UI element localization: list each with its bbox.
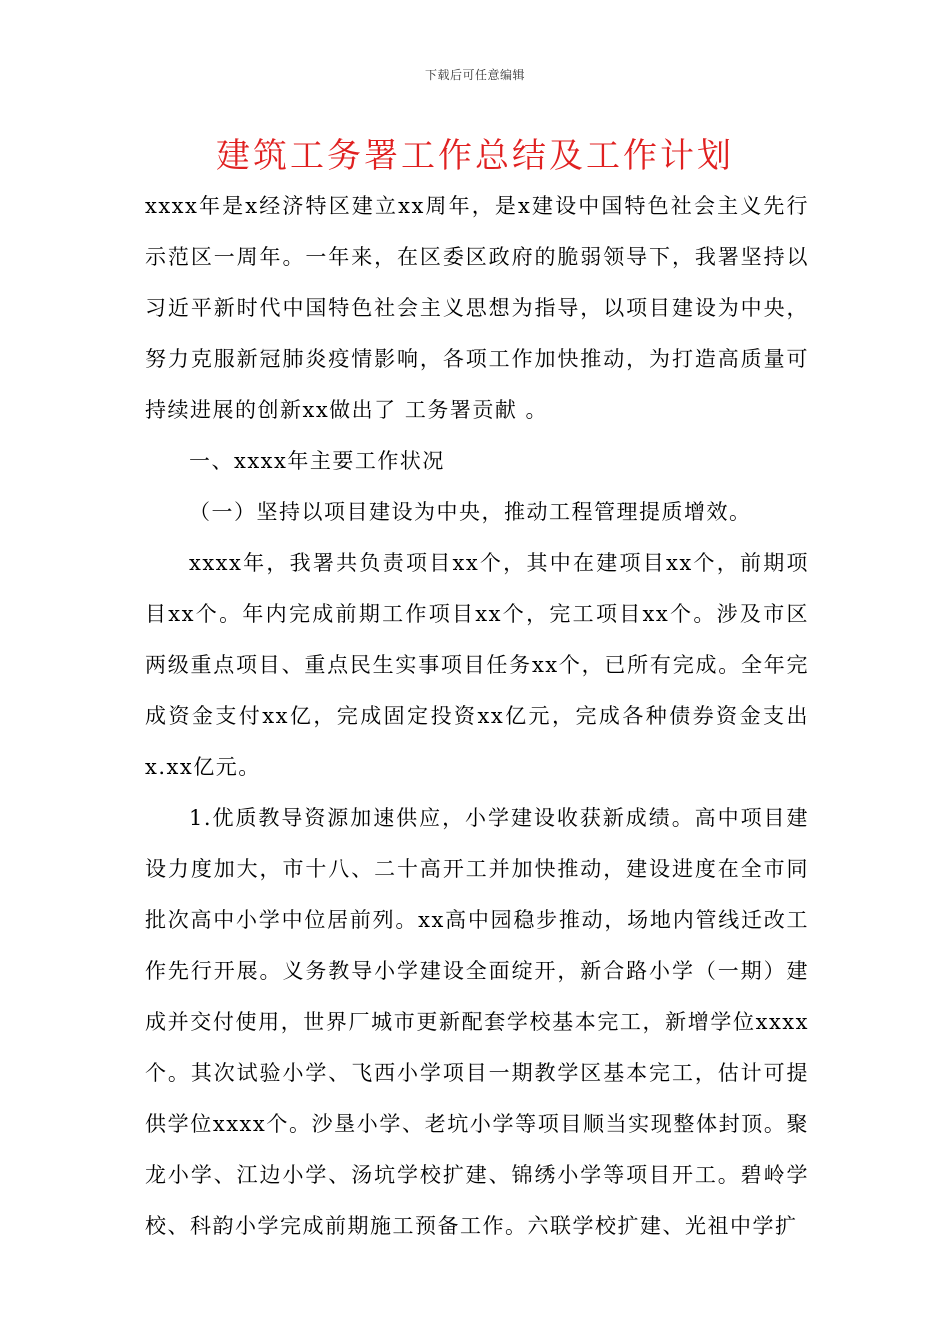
document-body [145,181,809,1252]
header-note: 下载后可任意编辑 [424,68,525,82]
paragraph-summary: xxxx年，我署共负责项目xx个，其中在建项目xx个，前期项目xx个。年内完成前期工作项目xx个，完工项目xx个。涉及市区两级重点项目、重点民生实事项目任务xx个，已所有完成。全年完成资金支付xx亿，完成固定投资xx亿元，完成各种债券资金支出x.xx亿元。 [145,551,809,779]
paragraph-intro: xxxx年是x经济特区建立xx周年，是x建设中国特色社会主义先行示范区一周年。一年来，在区委区政府的脆弱领导下，我署坚持以习近平新时代中国特色社会主义思想为指导，以项目建设为中央，努力克服新冠肺炎疫情影响，各项工作加快推动，为打造高质量可持续进展的创新xx做出了 工务署贡献 。 [145,194,809,422]
subsection-heading: （一）坚持以项目建设为中央，推动工程管理提质增效。 [189,500,752,524]
section-heading: 一、xxxx年主要工作状况 [189,449,445,473]
document-title: 建筑工务署工作总结及工作计划 [216,136,734,176]
paragraph-education: 1.优质教导资源加速供应，小学建设收获新成绩。高中项目建设力度加大，市十八、二十高开工并加快推动，建设进度在全市同批次高中小学中位居前列。xx高中园稳步推动，场地内管线迁改工作先行开展。义务教导小学建设全面绽开，新合路小学（一期）建成并交付使用，世界厂城市更新配套学校基本完工，新增学位xxxx个。其次试验小学、飞西小学项目一期教学区基本完工，估计可提供学位xxxx个。沙垦小学、老坑小学等项目顺当实现整体封顶。聚龙小学、江边小学、汤坑学校扩建、锦绣小学等项目开工。碧岭学校、科韵小学完成前期施工预备工作。六联学校扩建、光祖中学扩 [145,806,809,1238]
